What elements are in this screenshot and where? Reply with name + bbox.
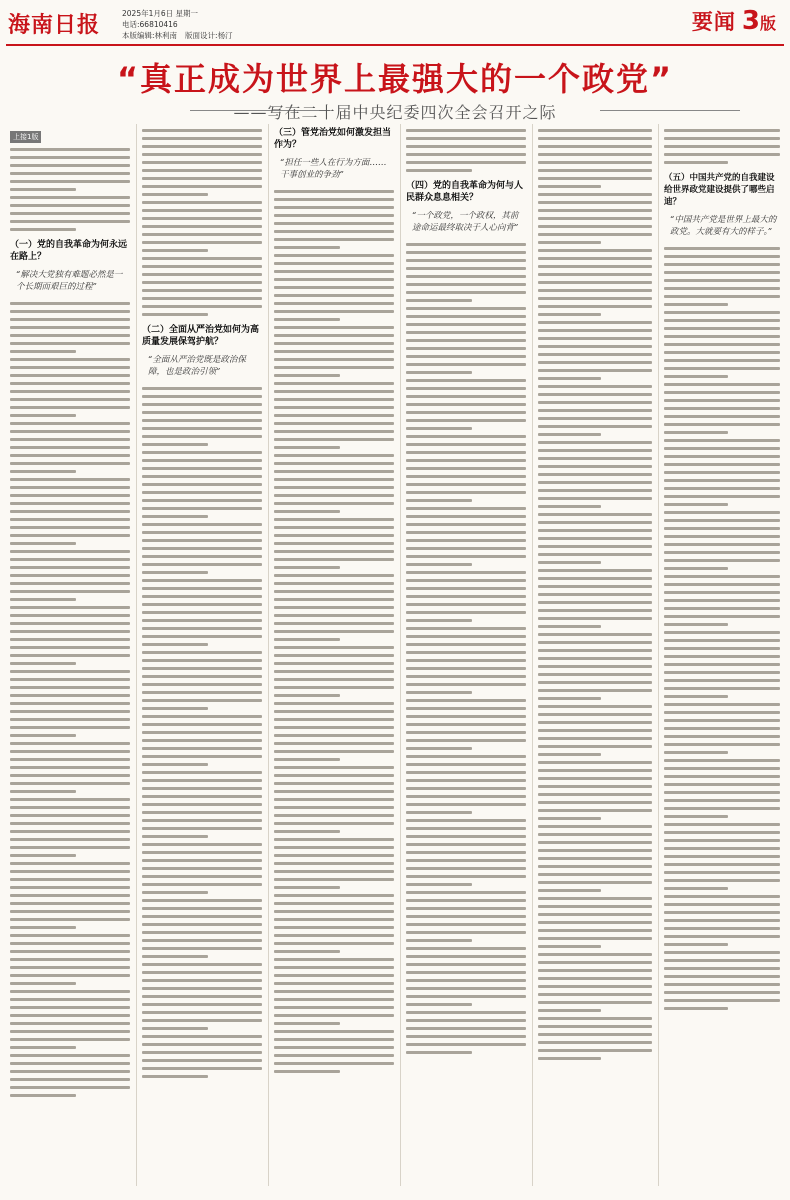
body-paragraph: [270, 254, 398, 321]
body-paragraph: [270, 454, 398, 513]
phone-number: 66810416: [139, 20, 178, 29]
body-paragraph: [534, 193, 656, 244]
body-paragraph: [138, 201, 266, 252]
body-paragraph: [270, 646, 398, 697]
subtitle-rule-right: [600, 110, 740, 111]
body-paragraph: [534, 385, 656, 436]
body-paragraph: [534, 953, 656, 1012]
body-paragraph: [402, 243, 530, 302]
section-quote-1: “解决大党独有难题必然是一个长期而艰巨的过程”: [16, 270, 123, 292]
body-paragraph: [534, 129, 656, 188]
body-paragraph: [138, 579, 266, 646]
body-paragraph: [138, 451, 266, 518]
body-paragraph: [6, 670, 134, 737]
body-paragraph: [138, 387, 266, 446]
body-paragraph: [660, 951, 784, 1010]
body-paragraph: [660, 511, 784, 570]
column-divider: [268, 124, 269, 1186]
body-paragraph: [6, 302, 134, 353]
body-paragraph: [402, 379, 530, 430]
body-paragraph: [270, 958, 398, 1025]
body-paragraph: [402, 571, 530, 622]
column-3: [270, 124, 398, 1194]
body-paragraph: [6, 742, 134, 793]
body-paragraph: [138, 771, 266, 838]
page-unit: 版: [759, 14, 776, 33]
body-paragraph: [138, 129, 266, 196]
body-paragraph: [138, 651, 266, 710]
body-paragraph: [534, 633, 656, 700]
column-2: [138, 124, 266, 1194]
body-paragraph: [6, 934, 134, 985]
body-paragraph: [270, 190, 398, 249]
section-heading-3: （三）管党治党如何激发担当作为？: [274, 128, 392, 150]
body-paragraph: [660, 439, 784, 506]
continued-tag: 上接1版: [10, 131, 41, 143]
masthead-meta: [122, 8, 233, 41]
column-divider: [400, 124, 401, 1186]
body-paragraph: [270, 766, 398, 833]
body-paragraph: [6, 862, 134, 929]
body-paragraph: [402, 891, 530, 942]
body-paragraph: [660, 311, 784, 378]
body-paragraph: [270, 838, 398, 889]
column-6: [660, 124, 784, 1194]
column-divider: [136, 124, 137, 1186]
subtitle-wrap: [0, 100, 790, 123]
column-divider: [658, 124, 659, 1186]
section-quote-5: “中国共产党是世界上最大的政党。大就要有大的样子。”: [670, 215, 777, 237]
body-paragraph: [138, 523, 266, 574]
body-paragraph: [534, 897, 656, 948]
body-paragraph: [534, 825, 656, 892]
column-1: [6, 124, 134, 1194]
body-paragraph: [6, 550, 134, 601]
body-paragraph: [138, 1035, 266, 1078]
section-heading-2: （二）全面从严治党如何为高质量发展保驾护航？: [142, 325, 260, 347]
column-5: [534, 124, 656, 1194]
masthead: [0, 0, 790, 46]
section-heading-4: （四）党的自我革命为何与人民群众息息相关？: [406, 181, 524, 203]
body-paragraph: [534, 569, 656, 628]
phone-label: 电话:: [122, 20, 140, 29]
body-paragraph: [660, 759, 784, 818]
body-paragraph: [402, 307, 530, 374]
body-paragraph: [660, 631, 784, 698]
page-number: 3: [741, 6, 760, 36]
body-paragraph: [6, 148, 134, 191]
body-paragraph: [660, 247, 784, 306]
body-paragraph: [270, 702, 398, 761]
body-paragraph: [138, 715, 266, 766]
body-paragraph: [534, 513, 656, 564]
body-paragraph: [6, 196, 134, 231]
designer-label: 版面设计:: [185, 31, 218, 40]
body-paragraph: [270, 518, 398, 569]
section-heading-1: （一）党的自我革命为何永远在路上？: [10, 240, 128, 262]
editor-label: 本版编辑:: [122, 31, 155, 40]
section-quote-4: “一个政党，一个政权，其前途命运最终取决于人心向背”: [412, 211, 519, 233]
body-paragraph: [138, 257, 266, 316]
body-paragraph: [138, 963, 266, 1030]
body-paragraph: [534, 761, 656, 820]
section-quote-2: “全面从严治党既是政治保障，也是政治引领”: [148, 355, 246, 377]
section-quote-3: “担任一些人在行为方面……干事创业的争劲”: [280, 158, 387, 180]
body-paragraph: [402, 507, 530, 566]
section-tag: [692, 6, 776, 36]
body-paragraph: [270, 382, 398, 449]
body-paragraph: [270, 326, 398, 377]
body-paragraph: [6, 1054, 134, 1097]
body-paragraph: [402, 435, 530, 502]
body-paragraph: [270, 894, 398, 953]
column-divider: [532, 124, 533, 1186]
subtitle: ——写在二十届中央纪委四次全会召开之际: [233, 103, 557, 122]
body-paragraph: [534, 441, 656, 508]
masthead-rule: [6, 44, 784, 46]
body-paragraph: [270, 1030, 398, 1073]
body-paragraph: [660, 895, 784, 946]
body-paragraph: [138, 899, 266, 958]
body-paragraph: [6, 478, 134, 545]
body-paragraph: [402, 947, 530, 1006]
body-paragraph: [534, 321, 656, 380]
body-paragraph: [660, 575, 784, 626]
body-paragraph: [6, 358, 134, 417]
body-paragraph: [660, 823, 784, 890]
section-name: 要闻: [691, 10, 736, 34]
body-paragraph: [534, 705, 656, 756]
body-paragraph: [6, 606, 134, 665]
body-paragraph: [402, 755, 530, 814]
body-paragraph: [402, 627, 530, 694]
body-paragraph: [6, 798, 134, 857]
body-paragraph: [534, 1017, 656, 1060]
body-paragraph: [402, 1011, 530, 1054]
body-paragraph: [660, 383, 784, 434]
body-paragraph: [402, 129, 530, 172]
article-columns: [6, 124, 784, 1194]
headline: “真正成为世界上最强大的一个政党”: [116, 60, 674, 98]
designer-name: 杨汀: [217, 31, 233, 40]
body-paragraph: [534, 249, 656, 316]
newspaper-logo: 海南日报: [8, 12, 101, 38]
body-paragraph: [402, 699, 530, 750]
body-paragraph: [6, 422, 134, 473]
body-paragraph: [660, 703, 784, 754]
section-heading-5: （五）中国共产党的自我建设给世界政党建设提供了哪些启迪？: [664, 173, 775, 207]
body-paragraph: [270, 574, 398, 641]
body-paragraph: [660, 129, 784, 164]
editor-name: 林利南: [154, 31, 178, 40]
body-paragraph: [138, 843, 266, 894]
column-4: [402, 124, 530, 1194]
issue-date: 2025年1月6日 星期一: [122, 9, 199, 18]
body-paragraph: [6, 990, 134, 1049]
body-paragraph: [402, 819, 530, 886]
